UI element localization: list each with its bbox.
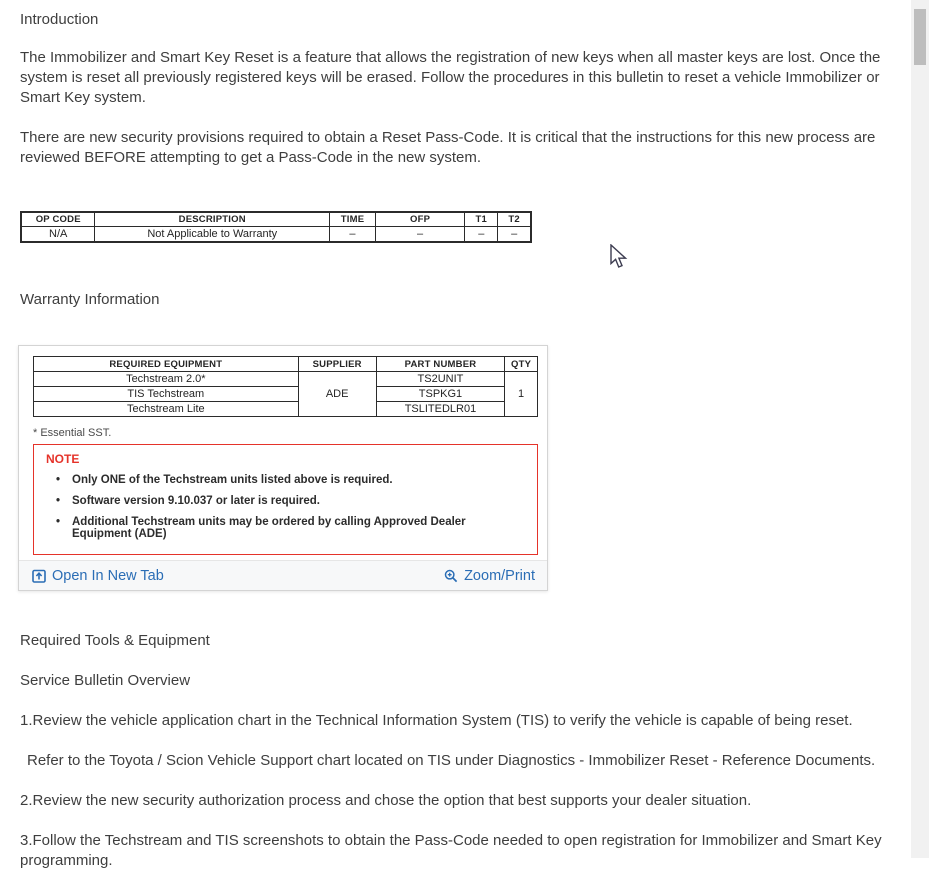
equipment-figure-widget	[18, 345, 548, 591]
table-cell-supplier: ADE	[298, 372, 376, 417]
overview-step-3: 3.Follow the Techstream and TIS screenshots to obtain the Pass-Code needed to open registration for Immobilizer and Smart Key programming.	[20, 832, 882, 869]
table-cell-qty: 1	[505, 372, 538, 417]
bullet-dot: •	[56, 474, 61, 486]
zoom-print-link[interactable]	[444, 568, 535, 584]
open-in-new-tab-icon	[32, 569, 46, 583]
section-heading-warranty: Warranty Information	[20, 291, 160, 308]
open-in-new-tab-label: Open In New Tab	[52, 567, 164, 584]
warranty-op-code-table	[20, 211, 532, 243]
overview-step-refer-note: Refer to the Toyota / Scion Vehicle Support chart located on TIS under Diagnostics - Immobilizer Reset - Reference Documents.	[27, 752, 876, 769]
table-cell: Not Applicable to Warranty	[95, 227, 330, 243]
table-header-cell: OP CODE	[21, 212, 95, 227]
note-bullet-text: Only ONE of the Techstream units listed above is required.	[72, 474, 393, 486]
table-cell: –	[465, 227, 498, 243]
table-cell: –	[375, 227, 464, 243]
table-header-cell: OFP	[375, 212, 464, 227]
section-heading-introduction: Introduction	[20, 11, 99, 28]
overview-step-1: 1.Review the vehicle application chart in the Technical Information System (TIS) to verify the vehicle is capable of being reset.	[20, 712, 853, 729]
overview-step-2: 2.Review the new security authorization process and chose the option that best supports your dealer situation.	[20, 792, 752, 809]
table-row	[21, 227, 531, 243]
scrollbar-thumb[interactable]	[914, 9, 926, 65]
table-row	[34, 387, 538, 402]
note-bullet-item	[46, 516, 527, 540]
table-header-cell: TIME	[330, 212, 376, 227]
table-cell: TSLITEDLR01	[376, 402, 505, 417]
magnifier-plus-icon	[444, 569, 458, 583]
vertical-scrollbar[interactable]	[911, 0, 929, 858]
zoom-print-label: Zoom/Print	[464, 567, 535, 584]
note-box	[33, 444, 538, 555]
table-cell: TIS Techstream	[34, 387, 299, 402]
table-row	[34, 402, 538, 417]
table-cell: Techstream 2.0*	[34, 372, 299, 387]
table-header-row	[34, 357, 538, 372]
open-in-new-tab-link[interactable]	[32, 568, 164, 584]
table-cell: Techstream Lite	[34, 402, 299, 417]
table-cell: –	[498, 227, 531, 243]
table-header-cell: QTY	[505, 357, 538, 372]
bullet-dot: •	[56, 516, 61, 528]
bullet-dot: •	[56, 495, 61, 507]
required-equipment-table	[33, 356, 538, 417]
essential-sst-footnote: * Essential SST.	[33, 427, 112, 439]
table-cell: –	[330, 227, 376, 243]
table-cell: TSPKG1	[376, 387, 505, 402]
table-header-cell: REQUIRED EQUIPMENT	[34, 357, 299, 372]
section-heading-overview: Service Bulletin Overview	[20, 672, 191, 689]
note-bullet-text: Additional Techstream units may be ordered by calling Approved Dealer Equipment (ADE)	[72, 516, 466, 540]
equipment-figure-body	[19, 346, 547, 560]
table-header-cell: T2	[498, 212, 531, 227]
table-cell: TS2UNIT	[376, 372, 505, 387]
table-cell: N/A	[21, 227, 95, 243]
note-label: NOTE	[46, 452, 80, 466]
table-header-cell: T1	[465, 212, 498, 227]
note-bullet-item	[46, 474, 527, 486]
note-bullet-item	[46, 495, 527, 507]
intro-paragraph-2: There are new security provisions required to obtain a Reset Pass-Code. It is critical that the instructions for this new process are reviewed BEFORE attempting to get a Pass-Code in the new system.	[20, 129, 876, 166]
figure-toolbar	[19, 560, 547, 590]
intro-paragraph-1: The Immobilizer and Smart Key Reset is a feature that allows the registration of new keys when all master keys are lost. Once the system is reset all previously registered keys will be erased. Follow the procedures in this bulletin to reset a vehicle Immobilizer or Smart Key system.	[20, 49, 881, 106]
table-header-cell: DESCRIPTION	[95, 212, 330, 227]
table-header-cell: SUPPLIER	[298, 357, 376, 372]
section-heading-required-tools: Required Tools & Equipment	[20, 632, 210, 649]
table-header-row	[21, 212, 531, 227]
note-bullet-text: Software version 9.10.037 or later is required.	[72, 495, 320, 507]
table-header-cell: PART NUMBER	[376, 357, 505, 372]
table-row	[34, 372, 538, 387]
